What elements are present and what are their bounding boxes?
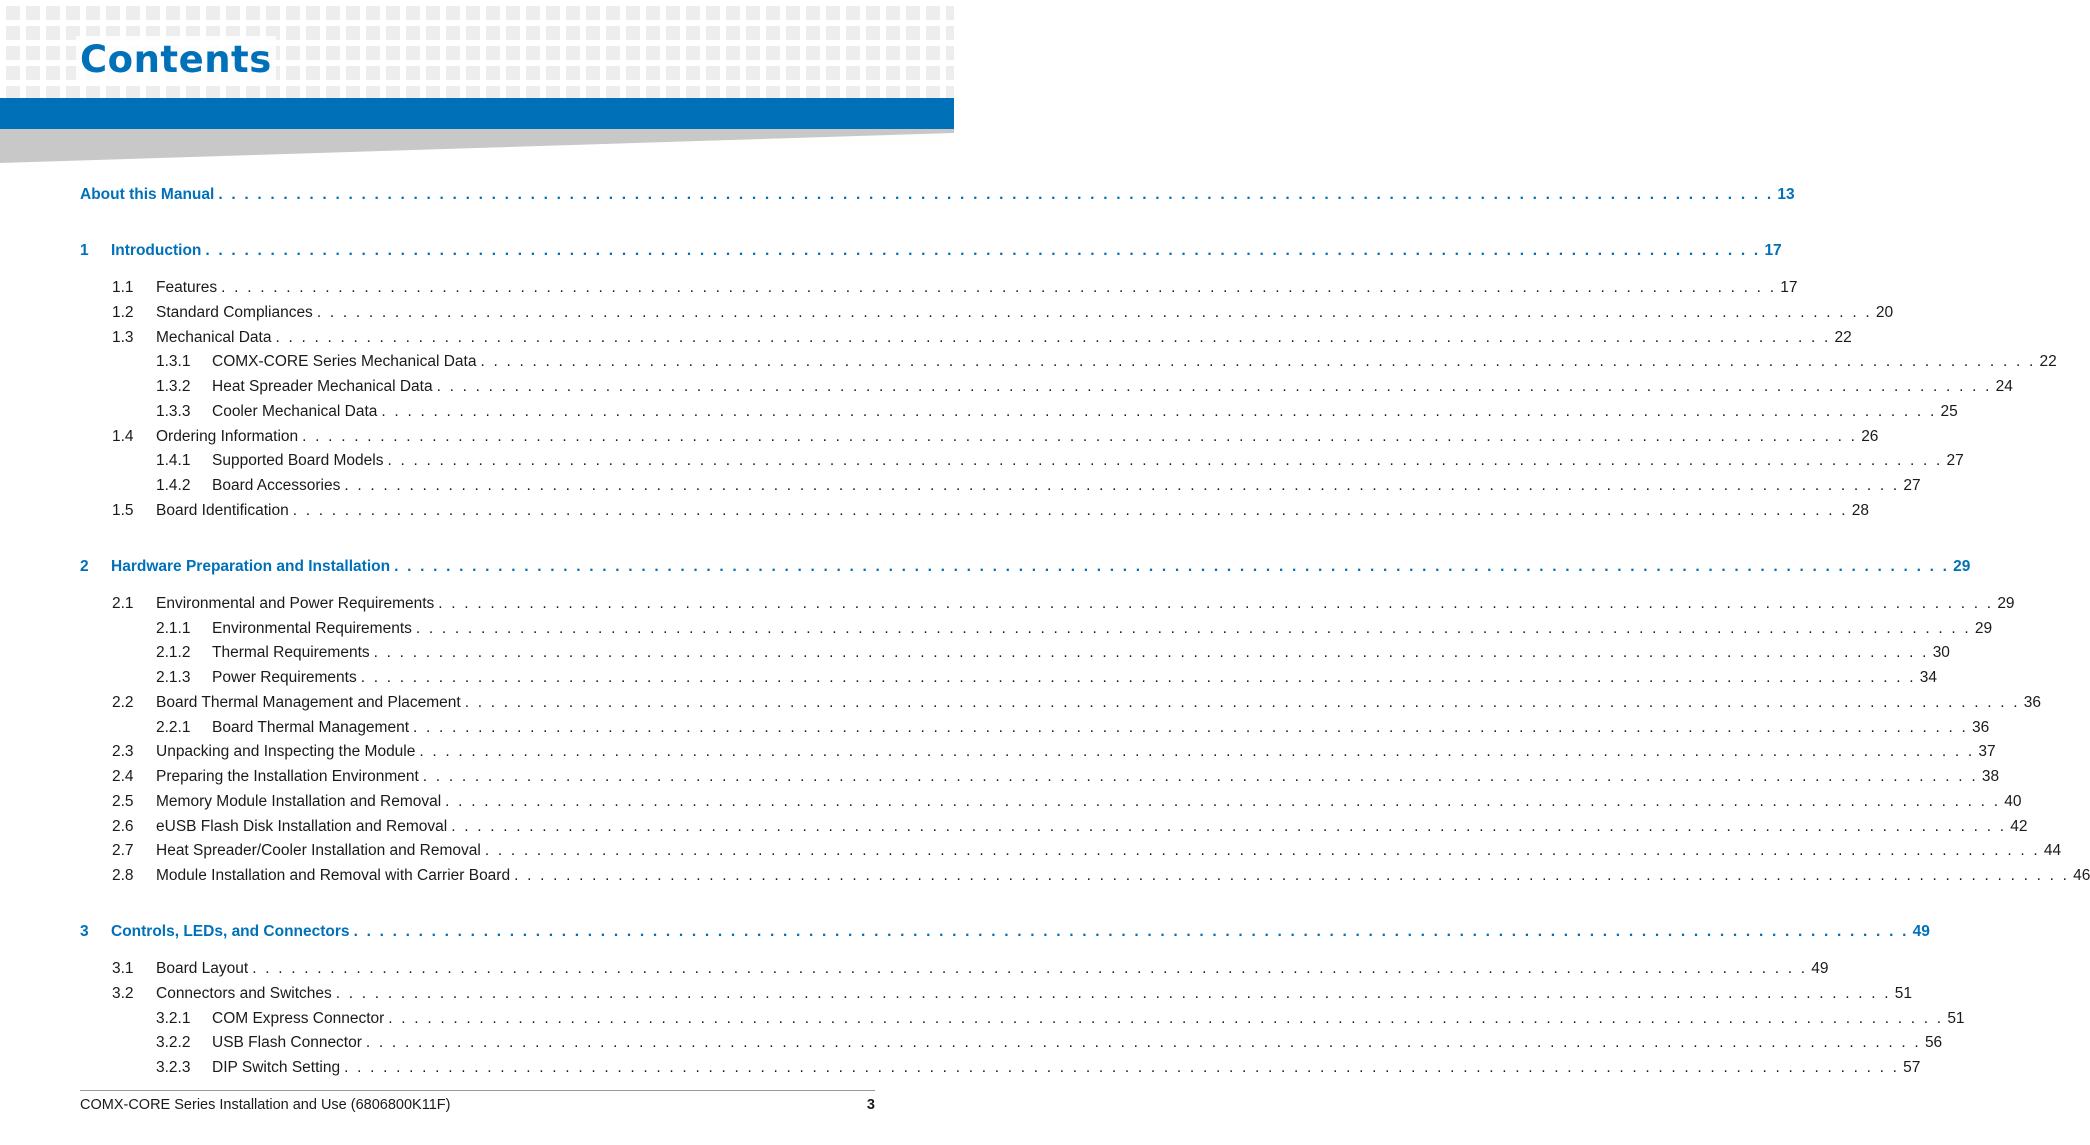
toc-dot-leader: . . . . . . . . . . . . . . . . . . . . . . . . . . . . . . . . . . . . . . . . . . . . . . . . . . . . . . . . . . . . . . . . . . . . . . . . . . . . . . . . . . . . . . . . . . . . . . . . . . . . . . . . . . . . . . . . . . . . . . . . — [365, 1034, 1921, 1052]
toc-entry-number: 2.5 — [112, 792, 134, 810]
toc-entry-page: 22 — [1834, 328, 1852, 346]
toc-entry-page: 42 — [2010, 817, 2028, 835]
toc-dot-leader: . . . . . . . . . . . . . . . . . . . . . . . . . . . . . . . . . . . . . . . . . . . . . . . . . . . . . . . . . . . . . . . . . . . . . . . . . . . . . . . . . . . . . . . . . . . . . . . . . . . . . . . . . . . . . . . . . . . . . . . . — [218, 186, 1774, 203]
toc-entry-number: 2.8 — [112, 867, 134, 884]
toc-entry-page: 25 — [1940, 402, 1958, 420]
toc-entry-number: 1.3 — [112, 328, 134, 346]
toc-entry-title: Cooler Mechanical Data — [212, 402, 378, 420]
toc-entry-number: 1.4 — [112, 427, 134, 445]
toc-dot-leader: . . . . . . . . . . . . . . . . . . . . . . . . . . . . . . . . . . . . . . . . . . . . . . . . . . . . . . . . . . . . . . . . . . . . . . . . . . . . . . . . . . . . . . . . . . . . . . . . . . . . . . . . . . . . . . . . . . . . . . . . — [422, 768, 1978, 785]
toc-entry-page: 30 — [1932, 644, 1950, 662]
toc-entry-title: Board Accessories — [212, 477, 341, 494]
toc-entry-page: 57 — [1903, 1059, 1921, 1076]
toc-entry-number: 3 — [80, 923, 89, 940]
toc-entry-page: 36 — [2023, 693, 2041, 711]
toc-entry-page: 26 — [1861, 427, 1879, 445]
toc-entry-number: 1.4.1 — [156, 452, 191, 470]
toc-entry[interactable] — [80, 351, 2057, 373]
toc-entry-page: 13 — [1777, 186, 1795, 203]
toc-entry-title: Mechanical Data — [156, 328, 272, 346]
toc-entry-number: 2.2.1 — [156, 718, 191, 736]
toc-entry-page: 40 — [2004, 792, 2022, 810]
toc-dot-leader: . . . . . . . . . . . . . . . . . . . . . . . . . . . . . . . . . . . . . . . . . . . . . . . . . . . . . . . . . . . . . . . . . . . . . . . . . . . . . . . . . . . . . . . . . . . . . . . . . . . . . . . . . . . . . . . . . . . . . . . . — [484, 842, 2040, 860]
toc-entry-page: 22 — [2039, 353, 2057, 371]
toc-entry-title: USB Flash Connector — [212, 1034, 362, 1052]
toc-entry-title: Thermal Requirements — [212, 644, 370, 662]
toc-entry-number: 2.3 — [112, 743, 134, 761]
toc-entry-page: 17 — [1764, 242, 1782, 259]
toc-dot-leader: . . . . . . . . . . . . . . . . . . . . . . . . . . . . . . . . . . . . . . . . . . . . . . . . . . . . . . . . . . . . . . . . . . . . . . . . . . . . . . . . . . . . . . . . . . . . . . . . . . . . . . . . . . . . . . . . . . . . . . . . — [316, 303, 1872, 321]
toc-entry[interactable] — [80, 401, 1958, 423]
toc-entry[interactable] — [80, 1057, 1921, 1079]
toc-entry[interactable] — [80, 667, 1938, 689]
toc-entry-title: Hardware Preparation and Installation — [111, 557, 391, 575]
toc-entry-number: 2.6 — [112, 817, 134, 835]
toc-dot-leader: . . . . . . . . . . . . . . . . . . . . . . . . . . . . . . . . . . . . . . . . . . . . . . . . . . . . . . . . . . . . . . . . . . . . . . . . . . . . . . . . . . . . . . . . . . . . . . . . . . . . . . . . . . . . . . . . . . . . . . . . — [413, 718, 1969, 736]
toc-dot-leader: . . . . . . . . . . . . . . . . . . . . . . . . . . . . . . . . . . . . . . . . . . . . . . . . . . . . . . . . . . . . . . . . . . . . . . . . . . . . . . . . . . . . . . . . . . . . . . . . . . . . . . . . . . . . . . . . . . . . . . . . — [344, 477, 1900, 494]
toc-entry-number: 2.7 — [112, 842, 134, 860]
toc-entry-number: 3.2 — [112, 984, 134, 1002]
toc-dot-leader: . . . . . . . . . . . . . . . . . . . . . . . . . . . . . . . . . . . . . . . . . . . . . . . . . . . . . . . . . . . . . . . . . . . . . . . . . . . . . . . . . . . . . . . . . . . . . . . . . . . . . . . . . . . . . . . . . . . . . . . . — [394, 557, 1950, 575]
toc-entry[interactable] — [80, 302, 1894, 324]
footer-page-number: 3 — [866, 1097, 875, 1113]
toc-entry-number: 1.1 — [112, 279, 134, 296]
toc-entry-title: Board Layout — [156, 960, 249, 977]
toc-dot-leader: . . . . . . . . . . . . . . . . . . . . . . . . . . . . . . . . . . . . . . . . . . . . . . . . . . . . . . . . . . . . . . . . . . . . . . . . . . . . . . . . . . . . . . . . . . . . . . . . . . . . . . . . . . . . . . . . . . . . . . . . — [387, 452, 1943, 470]
page-title: Contents — [76, 36, 276, 84]
toc-entry-title: COMX-CORE Series Mechanical Data — [212, 353, 477, 371]
toc-dot-leader: . . . . . . . . . . . . . . . . . . . . . . . . . . . . . . . . . . . . . . . . . . . . . . . . . . . . . . . . . . . . . . . . . . . . . . . . . . . . . . . . . . . . . . . . . . . . . . . . . . . . . . . . . . . . . . . . . . . . . . . . — [353, 923, 1909, 940]
toc-entry-number: 2.1.1 — [156, 619, 191, 637]
toc-entry-number: 1.5 — [112, 501, 134, 519]
toc-entry-page: 51 — [1947, 1009, 1965, 1027]
toc-entry[interactable] — [80, 865, 2090, 887]
toc-entry[interactable] — [80, 426, 1879, 448]
toc-dot-leader: . . . . . . . . . . . . . . . . . . . . . . . . . . . . . . . . . . . . . . . . . . . . . . . . . . . . . . . . . . . . . . . . . . . . . . . . . . . . . . . . . . . . . . . . . . . . . . . . . . . . . . . . . . . . . . . . . . . . . . . . — [344, 1059, 1900, 1076]
toc-entry-page: 29 — [1953, 557, 1971, 575]
toc-entry-page: 51 — [1894, 984, 1913, 1002]
toc-entry-title: Board Thermal Management and Placement — [156, 693, 461, 711]
toc-dot-leader: . . . . . . . . . . . . . . . . . . . . . . . . . . . . . . . . . . . . . . . . . . . . . . . . . . . . . . . . . . . . . . . . . . . . . . . . . . . . . . . . . . . . . . . . . . . . . . . . . . . . . . . . . . . . . . . . . . . . . . . . — [302, 427, 1858, 445]
toc-dot-leader: . . . . . . . . . . . . . . . . . . . . . . . . . . . . . . . . . . . . . . . . . . . . . . . . . . . . . . . . . . . . . . . . . . . . . . . . . . . . . . . . . . . . . . . . . . . . . . . . . . . . . . . . . . . . . . . . . . . . . . . . — [205, 242, 1761, 259]
toc-entry-number: 1.3.2 — [156, 378, 191, 395]
toc-entry-page: 20 — [1875, 303, 1894, 321]
toc-entry-title: Environmental and Power Requirements — [156, 594, 435, 612]
toc-dot-leader: . . . . . . . . . . . . . . . . . . . . . . . . . . . . . . . . . . . . . . . . . . . . . . . . . . . . . . . . . . . . . . . . . . . . . . . . . . . . . . . . . . . . . . . . . . . . . . . . . . . . . . . . . . . . . . . . . . . . . . . . — [480, 353, 2036, 371]
toc-dot-leader: . . . . . . . . . . . . . . . . . . . . . . . . . . . . . . . . . . . . . . . . . . . . . . . . . . . . . . . . . . . . . . . . . . . . . . . . . . . . . . . . . . . . . . . . . . . . . . . . . . . . . . . . . . . . . . . . . . . . . . . . — [381, 402, 1937, 420]
toc-entry[interactable] — [80, 376, 2013, 398]
toc-dot-leader: . . . . . . . . . . . . . . . . . . . . . . . . . . . . . . . . . . . . . . . . . . . . . . . . . . . . . . . . . . . . . . . . . . . . . . . . . . . . . . . . . . . . . . . . . . . . . . . . . . . . . . . . . . . . . . . . . . . . . . . . — [445, 792, 2001, 810]
toc-entry-title: Power Requirements — [212, 669, 357, 686]
toc-entry-number: 2.4 — [112, 768, 134, 785]
toc-entry[interactable] — [80, 717, 1990, 739]
toc-entry-page: 28 — [1851, 501, 1869, 519]
toc-entry-page: 56 — [1924, 1034, 1943, 1052]
header-grey-wedge — [0, 129, 954, 163]
toc-entry-title: Introduction — [111, 242, 202, 259]
toc-dot-leader: . . . . . . . . . . . . . . . . . . . . . . . . . . . . . . . . . . . . . . . . . . . . . . . . . . . . . . . . . . . . . . . . . . . . . . . . . . . . . . . . . . . . . . . . . . . . . . . . . . . . . . . . . . . . . . . . . . . . . . . . — [252, 960, 1808, 977]
toc-entry-number: 1.2 — [112, 303, 134, 321]
toc-entry-title: Standard Compliances — [156, 303, 313, 321]
toc-entry-number: 3.2.1 — [156, 1009, 191, 1027]
toc-entry-title: Controls, LEDs, and Connectors — [111, 923, 350, 940]
toc-dot-leader: . . . . . . . . . . . . . . . . . . . . . . . . . . . . . . . . . . . . . . . . . . . . . . . . . . . . . . . . . . . . . . . . . . . . . . . . . . . . . . . . . . . . . . . . . . . . . . . . . . . . . . . . . . . . . . . . . . . . . . . . — [388, 1009, 1944, 1027]
toc-entry-title: Board Identification — [156, 501, 289, 519]
toc-entry[interactable] — [80, 593, 2015, 615]
toc-entry-number: 2.1.2 — [156, 644, 191, 662]
footer-divider — [80, 1090, 875, 1091]
toc-entry-title: Heat Spreader/Cooler Installation and Removal — [156, 842, 481, 860]
toc-dot-leader: . . . . . . . . . . . . . . . . . . . . . . . . . . . . . . . . . . . . . . . . . . . . . . . . . . . . . . . . . . . . . . . . . . . . . . . . . . . . . . . . . . . . . . . . . . . . . . . . . . . . . . . . . . . . . . . . . . . . . . . . — [335, 984, 1891, 1002]
toc-entry-title: Heat Spreader Mechanical Data — [212, 378, 433, 395]
toc-entry[interactable] — [80, 1032, 1943, 1054]
toc-entry[interactable] — [80, 816, 2028, 838]
toc-entry-title: Ordering Information — [156, 427, 299, 445]
toc-entry-number: 3.2.2 — [156, 1034, 191, 1052]
toc-entry-title: DIP Switch Setting — [212, 1059, 341, 1076]
toc-dot-leader: . . . . . . . . . . . . . . . . . . . . . . . . . . . . . . . . . . . . . . . . . . . . . . . . . . . . . . . . . . . . . . . . . . . . . . . . . . . . . . . . . . . . . . . . . . . . . . . . . . . . . . . . . . . . . . . . . . . . . . . . — [373, 644, 1929, 662]
toc-entry[interactable] — [80, 500, 1869, 522]
toc-entry[interactable] — [80, 618, 1993, 640]
toc-dot-leader: . . . . . . . . . . . . . . . . . . . . . . . . . . . . . . . . . . . . . . . . . . . . . . . . . . . . . . . . . . . . . . . . . . . . . . . . . . . . . . . . . . . . . . . . . . . . . . . . . . . . . . . . . . . . . . . . . . . . . . . . — [275, 328, 1831, 346]
toc-entry-page: 49 — [1811, 960, 1829, 977]
toc-entry-page: 37 — [1978, 743, 1996, 761]
toc-entry-title: Unpacking and Inspecting the Module — [156, 743, 416, 761]
toc-entry-page: 44 — [2043, 842, 2062, 860]
toc-entry-title: Connectors and Switches — [156, 984, 332, 1002]
toc-entry-title: Memory Module Installation and Removal — [156, 792, 442, 810]
toc-entry-title: Features — [156, 279, 218, 296]
toc-entry[interactable] — [80, 840, 2062, 862]
toc-dot-leader: . . . . . . . . . . . . . . . . . . . . . . . . . . . . . . . . . . . . . . . . . . . . . . . . . . . . . . . . . . . . . . . . . . . . . . . . . . . . . . . . . . . . . . . . . . . . . . . . . . . . . . . . . . . . . . . . . . . . . . . . — [292, 501, 1848, 519]
header-blue-bar — [0, 98, 954, 129]
toc-entry-page: 34 — [1919, 669, 1938, 686]
toc-entry[interactable] — [80, 692, 2041, 714]
toc-entry-number: 2 — [80, 557, 89, 575]
toc-entry-title: About this Manual — [80, 186, 215, 203]
toc-entry[interactable] — [80, 1008, 1965, 1030]
toc-dot-leader: . . . . . . . . . . . . . . . . . . . . . . . . . . . . . . . . . . . . . . . . . . . . . . . . . . . . . . . . . . . . . . . . . . . . . . . . . . . . . . . . . . . . . . . . . . . . . . . . . . . . . . . . . . . . . . . . . . . . . . . . — [514, 867, 2070, 884]
toc-chapter-entry[interactable] — [80, 556, 1971, 578]
toc-dot-leader: . . . . . . . . . . . . . . . . . . . . . . . . . . . . . . . . . . . . . . . . . . . . . . . . . . . . . . . . . . . . . . . . . . . . . . . . . . . . . . . . . . . . . . . . . . . . . . . . . . . . . . . . . . . . . . . . . . . . . . . . — [464, 693, 2020, 711]
toc-entry[interactable] — [80, 475, 1921, 497]
toc-entry-number: 2.1 — [112, 594, 134, 612]
toc-entry-page: 24 — [1995, 378, 2013, 395]
toc-entry-title: Board Thermal Management — [212, 718, 410, 736]
toc-entry[interactable] — [80, 791, 2022, 813]
toc-chapter-entry[interactable] — [80, 184, 1795, 206]
toc-entry-number: 3.2.3 — [156, 1059, 191, 1076]
toc-entry-page: 38 — [1981, 768, 2000, 785]
toc-entry-page: 27 — [1946, 452, 1964, 470]
toc-entry-page: 46 — [2073, 867, 2090, 884]
toc-dot-leader: . . . . . . . . . . . . . . . . . . . . . . . . . . . . . . . . . . . . . . . . . . . . . . . . . . . . . . . . . . . . . . . . . . . . . . . . . . . . . . . . . . . . . . . . . . . . . . . . . . . . . . . . . . . . . . . . . . . . . . . . — [438, 594, 1994, 612]
toc-entry-title: Environmental Requirements — [212, 619, 412, 637]
toc-entry-title: COM Express Connector — [212, 1009, 385, 1027]
toc-entry[interactable] — [80, 983, 1913, 1005]
footer-doc-title: COMX-CORE Series Installation and Use (6806800K11F) — [80, 1097, 451, 1113]
toc-entry-title: eUSB Flash Disk Installation and Removal — [156, 817, 448, 835]
toc-entry[interactable] — [80, 327, 1852, 349]
toc-dot-leader: . . . . . . . . . . . . . . . . . . . . . . . . . . . . . . . . . . . . . . . . . . . . . . . . . . . . . . . . . . . . . . . . . . . . . . . . . . . . . . . . . . . . . . . . . . . . . . . . . . . . . . . . . . . . . . . . . . . . . . . . — [436, 378, 1992, 395]
toc-entry-title: Module Installation and Removal with Carrier Board — [156, 867, 511, 884]
toc-entry-page: 27 — [1903, 477, 1921, 494]
toc-entry-number: 1.3.1 — [156, 353, 191, 371]
toc-dot-leader: . . . . . . . . . . . . . . . . . . . . . . . . . . . . . . . . . . . . . . . . . . . . . . . . . . . . . . . . . . . . . . . . . . . . . . . . . . . . . . . . . . . . . . . . . . . . . . . . . . . . . . . . . . . . . . . . . . . . . . . . — [415, 619, 1971, 637]
toc-entry[interactable] — [80, 642, 1950, 664]
toc-entry-page: 49 — [1912, 923, 1930, 940]
toc-dot-leader: . . . . . . . . . . . . . . . . . . . . . . . . . . . . . . . . . . . . . . . . . . . . . . . . . . . . . . . . . . . . . . . . . . . . . . . . . . . . . . . . . . . . . . . . . . . . . . . . . . . . . . . . . . . . . . . . . . . . . . . . — [419, 743, 1975, 761]
toc-entry-number: 2.2 — [112, 693, 134, 711]
toc-entry-title: Preparing the Installation Environment — [156, 768, 419, 785]
toc-entry-page: 36 — [1972, 718, 1990, 736]
toc-dot-leader: . . . . . . . . . . . . . . . . . . . . . . . . . . . . . . . . . . . . . . . . . . . . . . . . . . . . . . . . . . . . . . . . . . . . . . . . . . . . . . . . . . . . . . . . . . . . . . . . . . . . . . . . . . . . . . . . . . . . . . . . — [451, 817, 2007, 835]
toc-entry-page: 29 — [1997, 594, 2015, 612]
toc-entry-number: 2.1.3 — [156, 669, 191, 686]
toc-chapter-entry[interactable] — [80, 240, 1782, 262]
toc-entry[interactable] — [80, 277, 1798, 299]
toc-entry-number: 1 — [80, 242, 89, 259]
toc-entry[interactable] — [80, 450, 1964, 472]
toc-entry-number: 1.4.2 — [156, 477, 191, 494]
toc-entry-page: 29 — [1974, 619, 1993, 637]
toc-entry-page: 17 — [1780, 279, 1798, 296]
toc-entry-title: Supported Board Models — [212, 452, 384, 470]
toc-dot-leader: . . . . . . . . . . . . . . . . . . . . . . . . . . . . . . . . . . . . . . . . . . . . . . . . . . . . . . . . . . . . . . . . . . . . . . . . . . . . . . . . . . . . . . . . . . . . . . . . . . . . . . . . . . . . . . . . . . . . . . . . — [360, 669, 1916, 686]
toc-entry-number: 3.1 — [112, 960, 134, 977]
toc-entry-number: 1.3.3 — [156, 402, 191, 420]
toc-dot-leader: . . . . . . . . . . . . . . . . . . . . . . . . . . . . . . . . . . . . . . . . . . . . . . . . . . . . . . . . . . . . . . . . . . . . . . . . . . . . . . . . . . . . . . . . . . . . . . . . . . . . . . . . . . . . . . . . . . . . . . . . — [221, 279, 1777, 296]
toc-entry[interactable] — [80, 958, 1829, 980]
toc-chapter-entry[interactable] — [80, 921, 1930, 943]
toc-entry[interactable] — [80, 741, 1996, 763]
toc-entry[interactable] — [80, 766, 2000, 788]
